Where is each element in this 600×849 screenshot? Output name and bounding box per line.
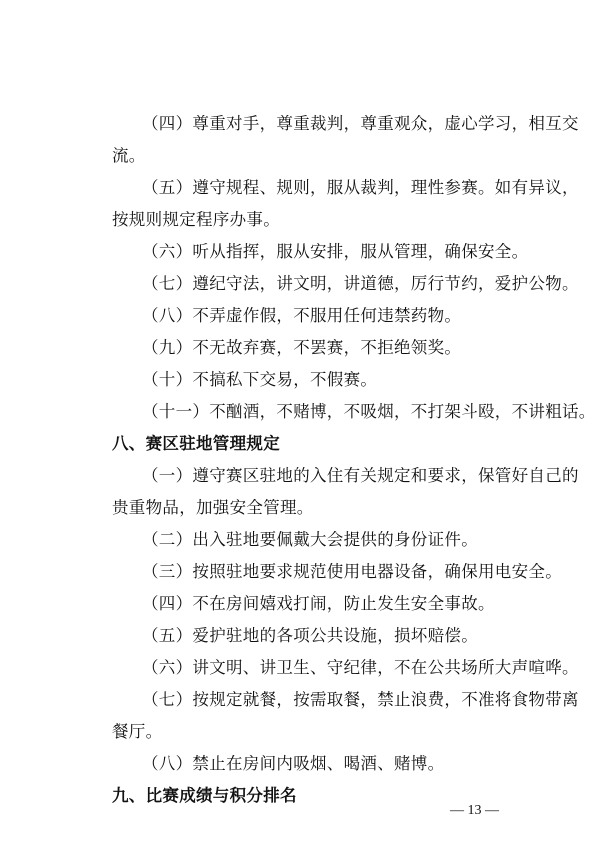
page-number: — 13 — — [450, 803, 499, 818]
section-heading: 八、赛区驻地管理规定 — [112, 434, 280, 453]
paragraph-line: （七）遵纪守法，讲文明，讲道德，厉行节约，爱护公物。 — [142, 274, 579, 293]
paragraph-line: （四）尊重对手，尊重裁判，尊重观众，虚心学习，相互交 — [142, 114, 579, 133]
paragraph-line: （五）遵守规程、规则，服从裁判，理性参赛。如有异议， — [142, 178, 579, 197]
paragraph-line: （八）不弄虚作假，不服用任何违禁药物。 — [142, 306, 462, 325]
paragraph-line: （七）按规定就餐，按需取餐，禁止浪费，不准将食物带离 — [142, 690, 579, 709]
paragraph-line: 贵重物品，加强安全管理。 — [112, 498, 314, 517]
paragraph-line: 按规则规定程序办事。 — [112, 210, 280, 229]
paragraph-line: （六）听从指挥，服从安排，服从管理，确保安全。 — [142, 242, 529, 261]
paragraph-line: （九）不无故弃赛，不罢赛，不拒绝领奖。 — [142, 338, 462, 357]
paragraph-line: （三）按照驻地要求规范使用电器设备，确保用电安全。 — [142, 562, 562, 581]
paragraph-line: （五）爱护驻地的各项公共设施，损坏赔偿。 — [142, 626, 478, 645]
paragraph-line: （二）出入驻地要佩戴大会提供的身份证件。 — [142, 530, 478, 549]
paragraph-line: （四）不在房间嬉戏打闹，防止发生安全事故。 — [142, 594, 495, 613]
paragraph-line: （十）不搞私下交易，不假赛。 — [142, 370, 378, 389]
paragraph-line: （一）遵守赛区驻地的入住有关规定和要求，保管好自己的 — [142, 466, 579, 485]
paragraph-line: （六）讲文明、讲卫生、守纪律，不在公共场所大声喧哗。 — [142, 658, 579, 677]
paragraph-line: 餐厅。 — [112, 722, 163, 741]
section-heading: 九、比赛成绩与积分排名 — [112, 786, 297, 805]
paragraph-line: （八）禁止在房间内吸烟、喝酒、赌博。 — [142, 754, 445, 773]
paragraph-line: 流。 — [112, 146, 146, 165]
paragraph-line: （十一）不酗酒，不赌博，不吸烟，不打架斗殴，不讲粗话。 — [142, 402, 596, 421]
